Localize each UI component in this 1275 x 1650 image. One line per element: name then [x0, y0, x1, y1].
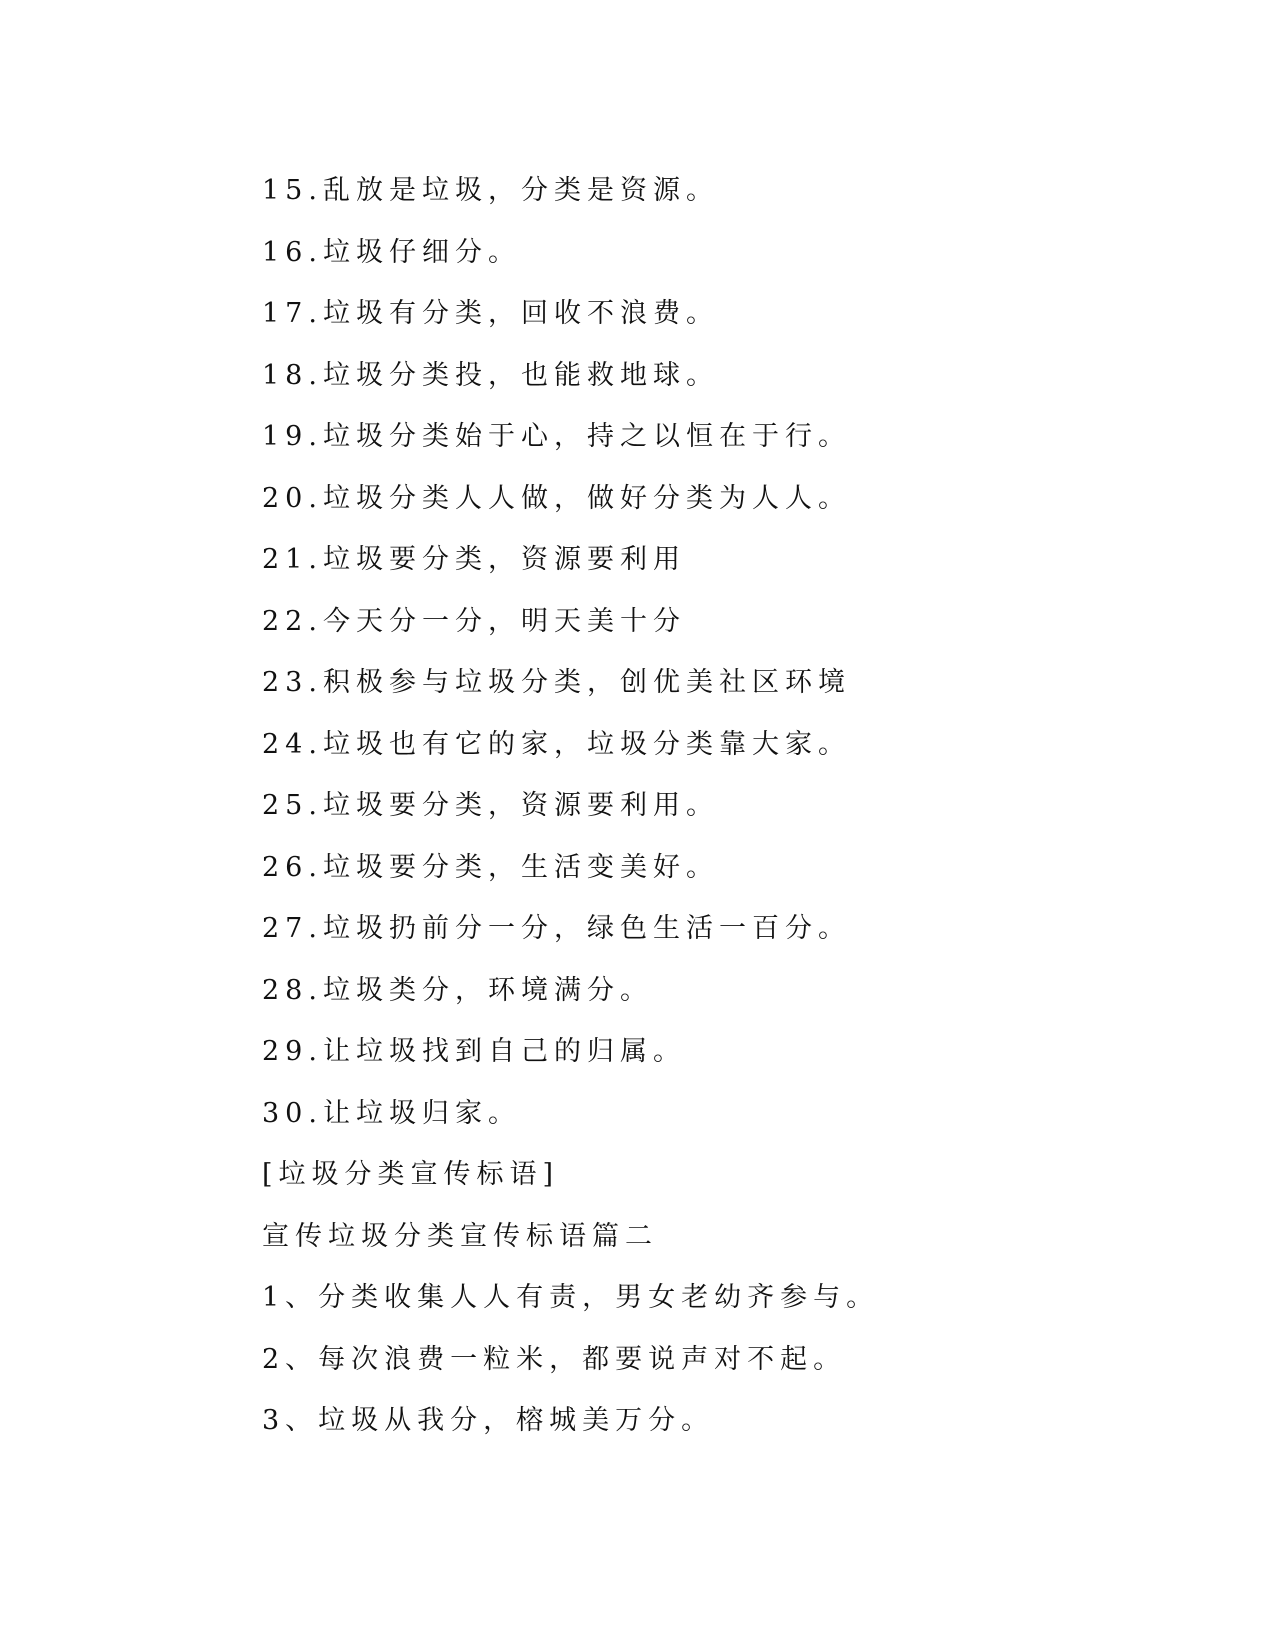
- slogan-line: 17.垃圾有分类，回收不浪费。: [262, 298, 719, 329]
- slogan-line: 22.今天分一分，明天美十分: [262, 605, 686, 637]
- slogan-line: 29.让垃圾找到自己的归属。: [262, 1036, 686, 1067]
- slogan-line: 3、垃圾从我分，榕城美万分。: [262, 1405, 715, 1436]
- slogan-line: 2、每次浪费一粒米，都要说声对不起。: [262, 1343, 847, 1375]
- slogan-line: 27.垃圾扔前分一分，绿色生活一百分。: [262, 913, 851, 944]
- section-heading: 宣传垃圾分类宣传标语篇二: [262, 1220, 658, 1252]
- document-body: [262, 166, 1162, 1458]
- slogan-line: 24.垃圾也有它的家，垃圾分类靠大家。: [262, 728, 851, 760]
- slogan-line: 19.垃圾分类始于心，持之以恒在于行。: [262, 421, 851, 452]
- slogan-line: 1、分类收集人人有责，男女老幼齐参与。: [262, 1282, 880, 1313]
- slogan-line: 23.积极参与垃圾分类，创优美社区环境: [262, 667, 851, 698]
- slogan-line: 26.垃圾要分类，生活变美好。: [262, 851, 719, 883]
- slogan-line: 25.垃圾要分类，资源要利用。: [262, 790, 719, 821]
- section-tag: [垃圾分类宣传标语]: [262, 1159, 560, 1190]
- slogan-line: 30.让垃圾归家。: [262, 1097, 521, 1129]
- slogan-line: 15.乱放是垃圾，分类是资源。: [262, 175, 719, 206]
- slogan-line: 21.垃圾要分类，资源要利用: [262, 544, 686, 575]
- slogan-line: 16.垃圾仔细分。: [262, 236, 521, 268]
- slogan-line: 28.垃圾类分，环境满分。: [262, 974, 653, 1006]
- slogan-line: 18.垃圾分类投，也能救地球。: [262, 359, 719, 391]
- slogan-line: 20.垃圾分类人人做，做好分类为人人。: [262, 482, 851, 514]
